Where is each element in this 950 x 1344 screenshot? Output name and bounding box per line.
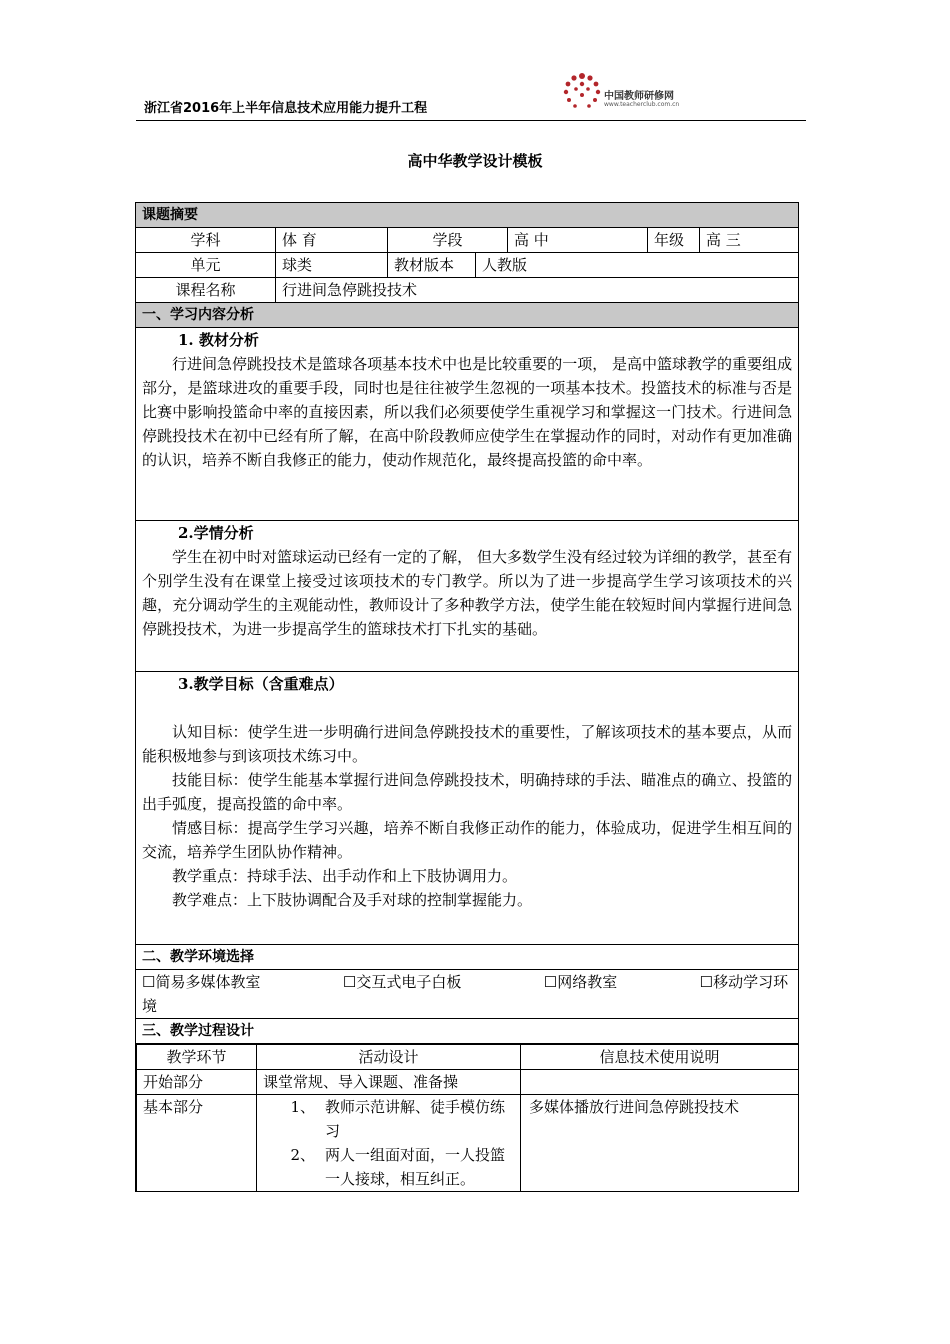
option-whiteboard[interactable]: ☐交互式电子白板 xyxy=(342,973,462,991)
table-row xyxy=(137,1095,799,1192)
col-tech-header: 信息技术使用说明 xyxy=(521,1045,799,1070)
col-stage-header: 教学环节 xyxy=(137,1045,257,1070)
table-row xyxy=(137,1070,799,1095)
edition-value: 人教版 xyxy=(476,253,799,278)
logo-url: www.teacherclub.com.cn xyxy=(604,101,680,108)
list-item: 2、 两人一组面对面，一人投篮一人接球，相互纠正。 xyxy=(290,1146,506,1188)
textbook-analysis xyxy=(136,328,799,521)
header-text: 浙江省2016年上半年信息技术应用能力提升工程 xyxy=(144,101,428,116)
textbook-analysis-title: 1. 教材分析 xyxy=(178,331,259,349)
col-activity-header: 活动设计 xyxy=(257,1045,521,1070)
goal-difficulty: 教学难点：上下肢协调配合及手对球的控制掌握能力。 xyxy=(172,891,533,909)
row-activity: 课堂常规、导入课题、准备操 xyxy=(257,1070,521,1095)
teaching-goals-title: 3.教学目标（含重难点） xyxy=(178,675,344,693)
row-tech xyxy=(521,1070,799,1095)
summary-row-3 xyxy=(136,278,799,303)
option-wrap-text: 境 xyxy=(142,997,158,1015)
design-table xyxy=(135,202,799,1192)
student-analysis xyxy=(136,521,799,672)
goal-skill: 技能目标：使学生能基本掌握行进间急停跳投技术，明确持球的手法、瞄准点的确立、投篮的出手弧度，提高投篮的命中率。 xyxy=(142,771,793,813)
row-tech: 多媒体播放行进间急停跳投技术 xyxy=(521,1095,799,1192)
stage-value: 高 中 xyxy=(508,228,648,253)
logo-name: 中国教师研修网 xyxy=(604,91,674,102)
subject-value: 体 育 xyxy=(276,228,388,253)
grade-label: 年级 xyxy=(648,228,700,253)
course-value: 行进间急停跳投技术 xyxy=(276,278,799,303)
grade-value: 高 三 xyxy=(700,228,799,253)
summary-row-1 xyxy=(136,228,799,253)
section3-heading: 三、教学过程设计 xyxy=(136,1019,799,1044)
process-table xyxy=(136,1044,798,1191)
goal-emotion: 情感目标：提高学生学习兴趣，培养不断自我修正动作的能力，体验成功，促进学生相互间的交流，培养学生团队协作精神。 xyxy=(142,819,793,861)
unit-label: 单元 xyxy=(136,253,276,278)
row-stage: 基本部分 xyxy=(137,1095,257,1192)
goal-key-point: 教学重点：持球手法、出手动作和上下肢协调用力。 xyxy=(172,867,518,885)
process-table-cell xyxy=(136,1044,799,1192)
row-activity xyxy=(257,1095,521,1192)
option-network-room[interactable]: ☐网络教室 xyxy=(543,973,618,991)
goal-cognitive: 认知目标：使学生进一步明确行进间急停跳投技术的重要性，了解该项技术的基本要点，从而能积极地参与到该项技术练习中。 xyxy=(142,723,793,765)
summary-row-2 xyxy=(136,253,799,278)
process-header-row xyxy=(137,1045,799,1070)
section1-heading: 一、学习内容分析 xyxy=(136,303,799,328)
subject-label: 学科 xyxy=(136,228,276,253)
section2-heading: 二、教学环境选择 xyxy=(136,945,799,970)
summary-heading: 课题摘要 xyxy=(136,203,799,228)
stage-label: 学段 xyxy=(388,228,508,253)
edition-label: 教材版本 xyxy=(388,253,476,278)
textbook-analysis-text: 行进间急停跳投技术是篮球各项基本技术中也是比较重要的一项， 是高中篮球教学的重要组成部分，是篮球进攻的重要手段，同时也是往往被学生忽视的一项基本技术。投篮技术的标准与否是比赛中影响投篮命中率的直接因素，所以我们必须要使学生重视学习和掌握这一门技术。行进间急停跳投技术在初中已经有所了解，在高中阶段教师应使学生在掌握动作的同时，对动作有更加准确的认识，培养不断自我修正的能力，使动作规范化，最终提高投篮的命中率。 xyxy=(142,355,793,469)
option-simple-multimedia[interactable]: ☐简易多媒体教室 xyxy=(142,973,261,991)
student-analysis-text: 学生在初中时对篮球运动已经有一定的了解， 但大多数学生没有经过较为详细的教学，甚至有个别学生没有在课堂上接受过该项技术的专门教学。所以为了进一步提高学生学习该项技术的兴趣，充分调动学生的主观能动性，教师设计了多种教学方法，使学生能在较短时间内掌握行进间急停跳投技术，为进一步提高学生的篮球技术打下扎实的基础。 xyxy=(142,548,793,638)
student-analysis-title: 2.学情分析 xyxy=(178,524,254,542)
row-stage: 开始部分 xyxy=(137,1070,257,1095)
course-label: 课程名称 xyxy=(136,278,276,303)
page-header xyxy=(136,98,806,121)
environment-options xyxy=(136,970,799,1019)
option-mobile-learning[interactable]: ☐移动学习环 xyxy=(699,973,789,991)
list-item: 1、 教师示范讲解、徒手模仿练习 xyxy=(290,1098,506,1140)
page-title: 高中华教学设计模板 xyxy=(407,152,543,170)
unit-value: 球类 xyxy=(276,253,388,278)
teaching-goals xyxy=(136,672,799,945)
